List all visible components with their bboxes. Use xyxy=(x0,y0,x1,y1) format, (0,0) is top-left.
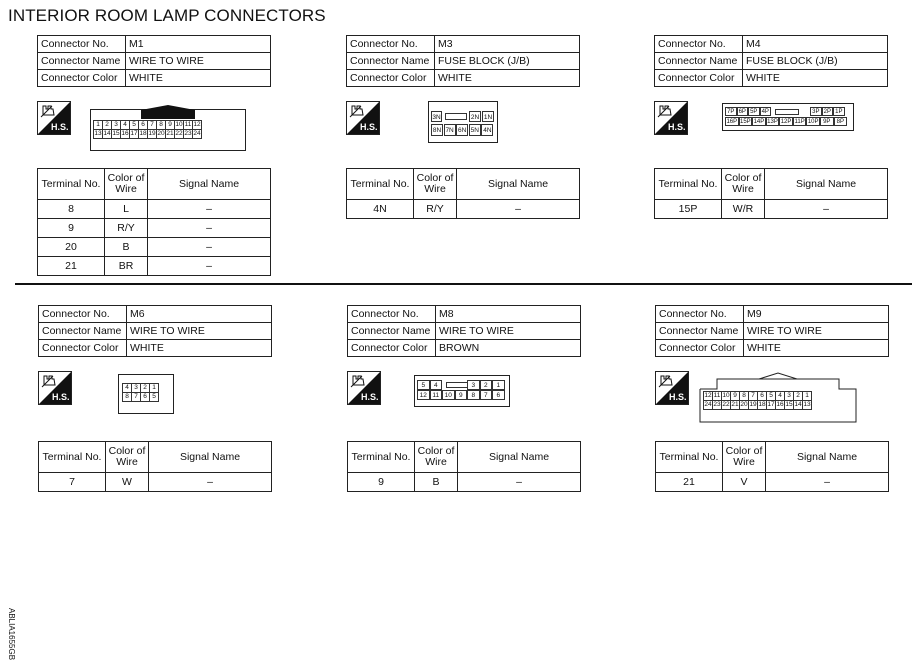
pin-label: 5N xyxy=(469,124,481,136)
pin-label: 7 xyxy=(132,393,141,402)
label-connector-no: Connector No. xyxy=(39,306,127,323)
pin-label: 6 xyxy=(141,393,150,402)
pin-label: 7 xyxy=(749,392,758,401)
pin-label: 16 xyxy=(776,401,784,408)
pin-label: 15P xyxy=(740,119,751,125)
pin-label: 3N xyxy=(431,111,442,122)
connector-info-table xyxy=(347,305,581,357)
label-connector-name: Connector Name xyxy=(348,323,436,340)
header-color-of-wire: Color of Wire xyxy=(106,442,149,473)
terminal-no-cell: 4N xyxy=(347,200,414,219)
terminal-no-cell: 9 xyxy=(38,219,105,238)
pin-label: 21 xyxy=(166,130,174,137)
connector-color-value: WHITE xyxy=(435,70,580,87)
label-connector-no: Connector No. xyxy=(656,306,744,323)
terminal-rows xyxy=(39,473,272,492)
pin-label: 8P xyxy=(834,117,848,126)
hand-icon xyxy=(39,372,71,404)
terminal-rows xyxy=(38,200,271,276)
wire-color-cell: V xyxy=(723,473,766,492)
pin-label: 23 xyxy=(713,401,721,408)
terminal-rows xyxy=(656,473,889,492)
signal-name-cell: – xyxy=(148,200,271,219)
connector-pin-diagram xyxy=(417,380,505,400)
pin-label: 18 xyxy=(758,401,766,408)
pin-label: 7N xyxy=(444,124,456,136)
connector-info-table xyxy=(346,35,580,87)
header-terminal-no: Terminal No. xyxy=(38,169,105,200)
terminal-table xyxy=(347,441,581,492)
hs-label: H.S. xyxy=(361,392,379,402)
hs-label: H.S. xyxy=(669,392,687,402)
terminal-no-cell: 15P xyxy=(655,200,722,219)
table-row xyxy=(348,473,581,492)
terminal-rows xyxy=(347,200,580,219)
connector-no-value: M9 xyxy=(744,306,889,323)
pin-label: 4 xyxy=(430,380,443,390)
label-connector-name: Connector Name xyxy=(656,323,744,340)
pin-label: 3P xyxy=(810,107,822,116)
label-connector-no: Connector No. xyxy=(38,36,126,53)
header-terminal-no: Terminal No. xyxy=(39,442,106,473)
header-terminal-no: Terminal No. xyxy=(348,442,415,473)
table-row xyxy=(655,200,888,219)
connector-latch-icon xyxy=(141,105,195,119)
connector-info-table xyxy=(37,35,271,87)
pin-label: 16P xyxy=(726,119,738,125)
hand-icon xyxy=(655,102,687,134)
pin-label: 6P xyxy=(737,107,749,116)
fuse-block-pin-layout xyxy=(431,111,495,137)
pin-label: 2P xyxy=(822,107,834,116)
pin-label: 8 xyxy=(157,121,166,130)
pin-label: 10P xyxy=(807,119,819,125)
pin-label: 8 xyxy=(123,393,132,402)
header-signal-name: Signal Name xyxy=(457,169,580,200)
label-connector-color: Connector Color xyxy=(39,340,127,357)
harness-side-icon xyxy=(654,101,688,135)
label-connector-no: Connector No. xyxy=(347,36,435,53)
pin-label: 17 xyxy=(130,130,138,137)
pin-label: 8 xyxy=(740,392,749,401)
header-signal-name: Signal Name xyxy=(458,442,581,473)
header-signal-name: Signal Name xyxy=(149,442,272,473)
connector-block-m1 xyxy=(37,35,271,272)
m8-pin-layout xyxy=(417,380,505,400)
connector-name-value: WIRE TO WIRE xyxy=(127,323,272,340)
harness-side-icon xyxy=(655,371,689,405)
pin-label: 5 xyxy=(150,393,159,402)
connector-color-value: WHITE xyxy=(743,70,888,87)
pin-label: 3 xyxy=(132,384,141,393)
pin-label: 11 xyxy=(713,392,721,399)
pin-label: 2 xyxy=(103,121,112,130)
figure-code: ABLIA1655GB xyxy=(7,608,16,661)
connector-block-m4 xyxy=(654,35,888,215)
connector-info-table xyxy=(38,305,272,357)
hs-label: H.S. xyxy=(52,392,70,402)
hand-icon xyxy=(348,372,380,404)
connector-color-value: BROWN xyxy=(436,340,581,357)
label-connector-name: Connector Name xyxy=(347,53,435,70)
header-color-of-wire: Color of Wire xyxy=(415,442,458,473)
hs-label: H.S. xyxy=(668,122,686,132)
label-connector-no: Connector No. xyxy=(655,36,743,53)
pin-label: 7 xyxy=(480,390,493,400)
pin-label: 3 xyxy=(467,380,480,390)
terminal-no-cell: 20 xyxy=(38,238,105,257)
pin-label: 20 xyxy=(157,130,165,137)
connector-name-value: FUSE BLOCK (J/B) xyxy=(743,53,888,70)
connector-pin-diagram xyxy=(703,391,812,410)
pin-label: 4P xyxy=(760,107,772,116)
pin-label: 16 xyxy=(121,130,129,137)
connector-no-value: M1 xyxy=(126,36,271,53)
connector-color-value: WHITE xyxy=(744,340,889,357)
header-signal-name: Signal Name xyxy=(766,442,889,473)
pin-label: 4N xyxy=(481,124,493,136)
key-slot xyxy=(445,113,467,120)
pin-label: 2N xyxy=(469,111,481,122)
page-title: INTERIOR ROOM LAMP CONNECTORS xyxy=(8,6,326,25)
table-row xyxy=(347,200,580,219)
table-row xyxy=(38,219,271,238)
pin-label: 6 xyxy=(492,390,505,400)
pin-label: 9 xyxy=(166,121,175,130)
connector-info-table xyxy=(654,35,888,87)
header-signal-name: Signal Name xyxy=(765,169,888,200)
pin-label: 5P xyxy=(748,107,760,116)
harness-side-icon xyxy=(38,371,72,405)
connector-pin-diagram xyxy=(93,120,202,139)
connector-block-m3 xyxy=(346,35,580,215)
pin-label: 8 xyxy=(467,390,480,400)
pin-label: 4 xyxy=(121,121,130,130)
label-connector-name: Connector Name xyxy=(38,53,126,70)
pin-label: 17 xyxy=(767,401,775,408)
header-signal-name: Signal Name xyxy=(148,169,271,200)
connector-color-value: WHITE xyxy=(127,340,272,357)
pin-grid xyxy=(93,120,202,139)
pin-label: 1P xyxy=(833,107,845,116)
connector-no-value: M6 xyxy=(127,306,272,323)
key-slot xyxy=(775,109,799,115)
pin-label: 23 xyxy=(184,130,192,137)
label-connector-color: Connector Color xyxy=(347,70,435,87)
pin-label: 12 xyxy=(704,392,712,399)
label-connector-color: Connector Color xyxy=(655,70,743,87)
pin-label: 11 xyxy=(430,390,443,400)
connector-block-m9 xyxy=(655,305,889,488)
pin-label: 12P xyxy=(780,119,792,125)
connector-pin-diagram xyxy=(725,107,849,127)
pin-label: 1 xyxy=(803,392,812,401)
terminal-table xyxy=(655,441,889,492)
pin-label: 1N xyxy=(482,111,494,122)
pin-label: 2 xyxy=(141,384,150,393)
pin-label: 14P xyxy=(753,119,765,125)
hand-icon xyxy=(656,372,688,404)
connector-block-m8 xyxy=(347,305,581,488)
terminal-no-cell: 21 xyxy=(656,473,723,492)
signal-name-cell: – xyxy=(148,238,271,257)
pin-label: 22 xyxy=(722,401,730,408)
hand-icon xyxy=(38,102,70,134)
connector-no-value: M4 xyxy=(743,36,888,53)
terminal-no-cell: 9 xyxy=(348,473,415,492)
terminal-no-cell: 8 xyxy=(38,200,105,219)
signal-name-cell: – xyxy=(457,200,580,219)
pin-label: 15 xyxy=(112,130,120,137)
pin-label: 12 xyxy=(417,390,430,400)
pin-label: 20 xyxy=(740,401,748,408)
pin-grid xyxy=(703,391,812,410)
connector-no-value: M3 xyxy=(435,36,580,53)
connector-no-value: M8 xyxy=(436,306,581,323)
header-color-of-wire: Color of Wire xyxy=(722,169,765,200)
label-connector-color: Connector Color xyxy=(38,70,126,87)
connector-name-value: FUSE BLOCK (J/B) xyxy=(435,53,580,70)
pin-label: 6 xyxy=(139,121,148,130)
pin-label: 3 xyxy=(785,392,794,401)
pin-label: 5 xyxy=(130,121,139,130)
pin-label: 7P xyxy=(725,107,737,116)
harness-side-icon xyxy=(347,371,381,405)
connector-info-table xyxy=(655,305,889,357)
connector-pin-diagram xyxy=(431,111,495,137)
pin-label: 1 xyxy=(150,384,159,393)
pin-label: 2 xyxy=(480,380,493,390)
pin-label: 24 xyxy=(193,130,201,137)
terminal-table xyxy=(346,168,580,219)
pin-label: 7 xyxy=(148,121,157,130)
pin-label: 24 xyxy=(704,401,712,408)
connector-pin-diagram xyxy=(122,383,159,402)
header-color-of-wire: Color of Wire xyxy=(105,169,148,200)
hand-icon xyxy=(347,102,379,134)
pin-label: 12 xyxy=(193,121,201,128)
pin-label: 4 xyxy=(776,392,785,401)
label-connector-color: Connector Color xyxy=(348,340,436,357)
wire-color-cell: BR xyxy=(105,257,148,276)
pin-label: 4 xyxy=(123,384,132,393)
pin-label: 15 xyxy=(785,401,793,408)
pin-label: 3 xyxy=(112,121,121,130)
pin-label: 1 xyxy=(94,121,103,130)
header-terminal-no: Terminal No. xyxy=(656,442,723,473)
terminal-table xyxy=(37,168,271,276)
label-connector-name: Connector Name xyxy=(39,323,127,340)
label-connector-color: Connector Color xyxy=(656,340,744,357)
pin-label: 5 xyxy=(767,392,776,401)
terminal-rows xyxy=(348,473,581,492)
table-row xyxy=(38,200,271,219)
table-row xyxy=(38,238,271,257)
harness-side-icon xyxy=(37,101,71,135)
connector-name-value: WIRE TO WIRE xyxy=(126,53,271,70)
connector-color-value: WHITE xyxy=(126,70,271,87)
signal-name-cell: – xyxy=(458,473,581,492)
pin-label: 13P xyxy=(767,119,778,125)
pin-label: 9 xyxy=(731,392,740,401)
pin-label: 9 xyxy=(455,390,468,400)
wire-color-cell: B xyxy=(415,473,458,492)
connector-name-value: WIRE TO WIRE xyxy=(436,323,581,340)
signal-name-cell: – xyxy=(149,473,272,492)
signal-name-cell: – xyxy=(148,219,271,238)
pin-label: 11P xyxy=(794,119,805,125)
terminal-rows xyxy=(655,200,888,219)
terminal-no-cell: 21 xyxy=(38,257,105,276)
pin-label: 8N xyxy=(431,124,443,136)
pin-label: 13 xyxy=(803,401,811,408)
label-connector-name: Connector Name xyxy=(655,53,743,70)
pin-label: 11 xyxy=(184,121,192,128)
header-terminal-no: Terminal No. xyxy=(655,169,722,200)
pin-label: 6N xyxy=(456,124,468,136)
terminal-table xyxy=(38,441,272,492)
pin-label: 10 xyxy=(442,390,455,400)
pin-grid xyxy=(122,383,159,402)
pin-label: 22 xyxy=(175,130,183,137)
header-color-of-wire: Color of Wire xyxy=(723,442,766,473)
hs-label: H.S. xyxy=(360,122,378,132)
header-terminal-no: Terminal No. xyxy=(347,169,414,200)
hs-label: H.S. xyxy=(51,122,69,132)
pin-label: 5 xyxy=(417,380,430,390)
connector-block-m6 xyxy=(38,305,272,488)
terminal-no-cell: 7 xyxy=(39,473,106,492)
terminal-table xyxy=(654,168,888,219)
section-divider xyxy=(15,283,912,285)
signal-name-cell: – xyxy=(148,257,271,276)
pin-label: 19 xyxy=(749,401,757,408)
label-connector-no: Connector No. xyxy=(348,306,436,323)
pin-label: 14 xyxy=(103,130,111,137)
pin-label: 2 xyxy=(794,392,803,401)
header-color-of-wire: Color of Wire xyxy=(414,169,457,200)
pin-label: 6 xyxy=(758,392,767,401)
pin-label: 18 xyxy=(139,130,147,137)
wire-color-cell: L xyxy=(105,200,148,219)
pin-label: 1 xyxy=(492,380,505,390)
wire-color-cell: R/Y xyxy=(105,219,148,238)
pin-label: 21 xyxy=(731,401,739,408)
harness-side-icon xyxy=(346,101,380,135)
table-row xyxy=(656,473,889,492)
table-row xyxy=(38,257,271,276)
signal-name-cell: – xyxy=(765,200,888,219)
wire-color-cell: B xyxy=(105,238,148,257)
wire-color-cell: W xyxy=(106,473,149,492)
signal-name-cell: – xyxy=(766,473,889,492)
pin-label: 13 xyxy=(94,130,102,137)
pin-label: 14 xyxy=(794,401,802,408)
pin-label: 10 xyxy=(722,392,730,399)
key-slot xyxy=(446,382,468,388)
pin-label: 9P xyxy=(820,117,834,126)
wire-color-cell: W/R xyxy=(722,200,765,219)
fuse-block-pin-layout xyxy=(725,107,849,127)
table-row xyxy=(39,473,272,492)
wire-color-cell: R/Y xyxy=(414,200,457,219)
pin-label: 19 xyxy=(148,130,156,137)
pin-label: 10 xyxy=(175,121,183,128)
connector-name-value: WIRE TO WIRE xyxy=(744,323,889,340)
